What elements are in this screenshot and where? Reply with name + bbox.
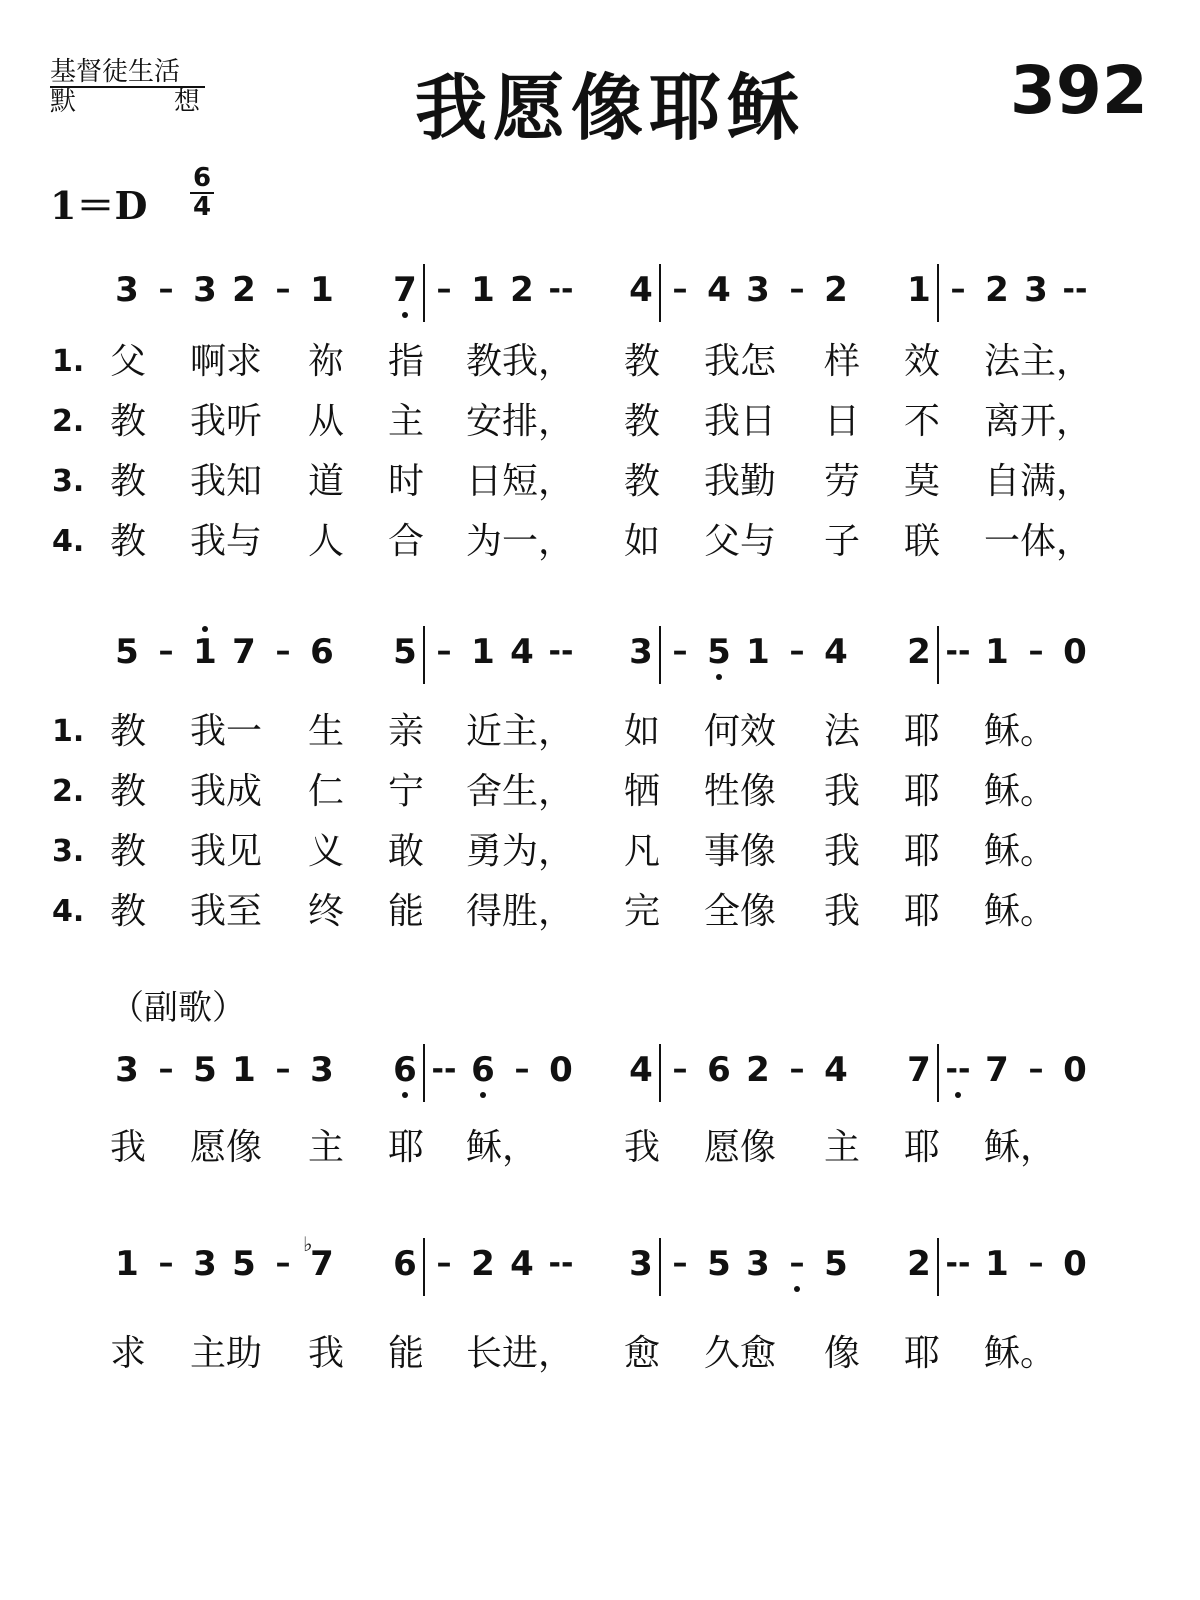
bar-line: [423, 626, 425, 684]
note: 1: [310, 270, 334, 310]
note: 3: [193, 1244, 217, 1284]
lyrics-line: [52, 458, 1152, 512]
lyrics-line: [52, 518, 1152, 572]
duration-dash: –: [436, 634, 452, 669]
note: 4: [629, 1050, 653, 1090]
note: 1: [115, 1244, 139, 1284]
lyric-syllable: 人: [308, 521, 345, 562]
note: 2: [907, 632, 931, 672]
note: 5: [393, 632, 417, 672]
subcategory-char-1: 默: [50, 87, 77, 117]
lower-octave-dot: [402, 1092, 408, 1098]
flat-sign: ♭: [303, 1232, 313, 1256]
lyrics-line: [52, 768, 1152, 822]
lyric-syllable: 祢: [308, 341, 345, 382]
lyric-syllable: 如: [624, 711, 661, 752]
chorus-label: （副歌）: [110, 988, 246, 1028]
lyric-syllable: 我: [824, 831, 861, 872]
category-label: 基督徒生活: [50, 58, 205, 88]
key-signature: 1＝D: [50, 183, 148, 228]
duration-dash: –: [275, 634, 291, 669]
note: 4: [824, 632, 848, 672]
note: 1: [471, 632, 495, 672]
upper-octave-dot: [202, 626, 208, 632]
lyric-syllable: 教: [624, 341, 661, 382]
bar-line: [423, 1238, 425, 1296]
note: 4: [510, 1244, 534, 1284]
lyric-syllable: 安排，: [466, 401, 575, 442]
note: 3: [1024, 270, 1048, 310]
hymn-category: [50, 58, 205, 116]
duration-dash: --: [431, 1052, 457, 1087]
lyric-syllable: 完: [624, 891, 661, 932]
note: 4: [629, 270, 653, 310]
note: 2: [985, 270, 1009, 310]
duration-dash: –: [436, 272, 452, 307]
note: 7: [907, 1050, 931, 1090]
note: 5: [232, 1244, 256, 1284]
bar-line: [937, 626, 939, 684]
hymn-title: 我愿像耶稣: [414, 65, 805, 150]
note: 6: [393, 1050, 417, 1090]
lyric-syllable: 长进，: [466, 1333, 575, 1374]
lyrics-line: [52, 1124, 1152, 1178]
lyrics-line: [52, 828, 1152, 882]
lyric-syllable: 自满，: [984, 461, 1093, 502]
lyric-syllable: 能: [388, 1333, 425, 1374]
lyric-syllable: 合: [388, 521, 425, 562]
duration-dash: –: [672, 1246, 688, 1281]
note: 4: [824, 1050, 848, 1090]
lyric-syllable: 我至: [190, 891, 263, 932]
lyric-syllable: 主: [308, 1127, 345, 1168]
lyric-syllable: 耶: [904, 1127, 941, 1168]
duration-dash: –: [1028, 1246, 1044, 1281]
note: 3: [115, 1050, 139, 1090]
verse-number: 1.: [52, 714, 85, 749]
verse-number: 4.: [52, 524, 85, 559]
time-signature-top: 6: [190, 165, 214, 194]
lyric-syllable: 离开，: [984, 401, 1093, 442]
note: 0: [549, 1050, 573, 1090]
lyrics-line: [52, 708, 1152, 762]
note: 5: [115, 632, 139, 672]
lyric-syllable: 愈: [624, 1333, 661, 1374]
lyric-syllable: 牲像: [704, 771, 777, 812]
verse-number: 4.: [52, 894, 85, 929]
lyric-syllable: 宁: [388, 771, 425, 812]
duration-dash: –: [275, 1246, 291, 1281]
lyric-syllable: 日: [824, 401, 861, 442]
lyric-syllable: 指: [388, 341, 425, 382]
verse-number: 1.: [52, 344, 85, 379]
bar-line: [659, 264, 661, 322]
lower-octave-dot: [716, 674, 722, 680]
note: 0: [1063, 1050, 1087, 1090]
note: 2: [824, 270, 848, 310]
lyric-syllable: 稣。: [984, 1333, 1057, 1374]
bar-line: [423, 264, 425, 322]
lyric-syllable: 样: [824, 341, 861, 382]
note: 3: [629, 632, 653, 672]
lyric-syllable: 稣。: [984, 711, 1057, 752]
lyric-syllable: 我勤: [704, 461, 777, 502]
lyric-syllable: 义: [308, 831, 345, 872]
lyric-syllable: 我: [308, 1333, 345, 1374]
lyric-syllable: 稣。: [984, 891, 1057, 932]
lyric-syllable: 我: [110, 1127, 147, 1168]
lyric-syllable: 一体，: [984, 521, 1093, 562]
lower-octave-dot: [955, 1092, 961, 1098]
duration-dash: --: [945, 634, 971, 669]
lyric-syllable: 我一: [190, 711, 263, 752]
bar-line: [659, 1044, 661, 1102]
lyric-syllable: 父与: [704, 521, 777, 562]
note: 5: [707, 1244, 731, 1284]
lyric-syllable: 教: [624, 461, 661, 502]
lyric-syllable: 道: [308, 461, 345, 502]
lyric-syllable: 时: [388, 461, 425, 502]
lyric-syllable: 从: [308, 401, 345, 442]
duration-dash: –: [789, 1052, 805, 1087]
lyric-syllable: 敢: [388, 831, 425, 872]
duration-dash: –: [1028, 634, 1044, 669]
note: 2: [471, 1244, 495, 1284]
lower-octave-dot: [480, 1092, 486, 1098]
lyric-syllable: 我怎: [704, 341, 777, 382]
note: 1: [907, 270, 931, 310]
lyric-syllable: 教: [110, 891, 147, 932]
note: 5: [193, 1050, 217, 1090]
verse-number: 2.: [52, 404, 85, 439]
verse-number: 3.: [52, 464, 85, 499]
lyrics-line: [52, 1330, 1152, 1384]
duration-dash: –: [672, 1052, 688, 1087]
subcategory-label: [50, 88, 200, 116]
lyric-syllable: 教: [110, 771, 147, 812]
lyric-syllable: 父: [110, 341, 147, 382]
lyric-syllable: 稣。: [984, 771, 1057, 812]
note: 1: [985, 1244, 1009, 1284]
note: 5: [707, 632, 731, 672]
note: 6: [707, 1050, 731, 1090]
note: 5: [824, 1244, 848, 1284]
duration-dash: --: [548, 634, 574, 669]
lyric-syllable: 教: [624, 401, 661, 442]
duration-dash: –: [275, 1052, 291, 1087]
hymn-number: 392: [1010, 52, 1148, 129]
lyric-syllable: 像: [824, 1333, 861, 1374]
lyric-syllable: 耶: [904, 711, 941, 752]
note: 1: [985, 632, 1009, 672]
note: 3: [193, 270, 217, 310]
lyric-syllable: 主: [388, 401, 425, 442]
lyric-syllable: 求: [110, 1333, 147, 1374]
lyric-syllable: 教: [110, 521, 147, 562]
lyric-syllable: 凡: [624, 831, 661, 872]
lyric-syllable: 耶: [904, 831, 941, 872]
lyric-syllable: 我日: [704, 401, 777, 442]
duration-dash: –: [672, 634, 688, 669]
lower-octave-dot: [794, 1286, 800, 1292]
lyric-syllable: 稣，: [466, 1127, 539, 1168]
lyric-syllable: 久愈: [704, 1333, 777, 1374]
lyric-syllable: 耶: [904, 1333, 941, 1374]
note: 7: [985, 1050, 1009, 1090]
lyric-syllable: 勇为，: [466, 831, 575, 872]
duration-dash: –: [1028, 1052, 1044, 1087]
note: 6: [310, 632, 334, 672]
lyric-syllable: 舍生，: [466, 771, 575, 812]
lower-octave-dot: [402, 312, 408, 318]
lyric-syllable: 耶: [388, 1127, 425, 1168]
note: 4: [707, 270, 731, 310]
lyric-syllable: 日短，: [466, 461, 575, 502]
lyric-syllable: 不: [904, 401, 941, 442]
duration-dash: –: [158, 272, 174, 307]
verse-number: 2.: [52, 774, 85, 809]
subcategory-char-2: 想: [173, 87, 200, 117]
lyric-syllable: 得胜，: [466, 891, 575, 932]
lyric-syllable: 主助: [190, 1333, 263, 1374]
note: 6: [393, 1244, 417, 1284]
bar-line: [937, 1238, 939, 1296]
lyric-syllable: 亲: [388, 711, 425, 752]
lyrics-line: [52, 888, 1152, 942]
lyric-syllable: 牺: [624, 771, 661, 812]
duration-dash: --: [945, 1052, 971, 1087]
notation-row: [110, 1050, 1160, 1110]
lyric-syllable: 愿像: [190, 1127, 263, 1168]
lyric-syllable: 子: [824, 521, 861, 562]
lyric-syllable: 我: [824, 891, 861, 932]
notation-row: [110, 632, 1160, 692]
lyric-syllable: 为一，: [466, 521, 575, 562]
note: 7: [232, 632, 256, 672]
note: 0: [1063, 1244, 1087, 1284]
bar-line: [659, 626, 661, 684]
note: 2: [907, 1244, 931, 1284]
verse-number: 3.: [52, 834, 85, 869]
bar-line: [423, 1044, 425, 1102]
duration-dash: –: [789, 634, 805, 669]
lyric-syllable: 全像: [704, 891, 777, 932]
lyric-syllable: 稣。: [984, 831, 1057, 872]
lyric-syllable: 教: [110, 831, 147, 872]
duration-dash: –: [275, 272, 291, 307]
duration-dash: –: [158, 634, 174, 669]
note: 6: [471, 1050, 495, 1090]
time-signature-bottom: 4: [192, 192, 212, 222]
lyric-syllable: 终: [308, 891, 345, 932]
notation-row: [110, 1232, 1160, 1304]
duration-dash: –: [514, 1052, 530, 1087]
note: 3: [115, 270, 139, 310]
lyric-syllable: 近主，: [466, 711, 575, 752]
lyric-syllable: 我成: [190, 771, 263, 812]
lyric-syllable: 我: [624, 1127, 661, 1168]
lyric-syllable: 我与: [190, 521, 263, 562]
lyric-syllable: 我听: [190, 401, 263, 442]
duration-dash: --: [548, 272, 574, 307]
note: 3: [746, 1244, 770, 1284]
lyric-syllable: 事像: [704, 831, 777, 872]
note: 7: [310, 1244, 334, 1284]
lyric-syllable: 法主，: [984, 341, 1093, 382]
lyric-syllable: 教我，: [466, 341, 575, 382]
bar-line: [937, 264, 939, 322]
lyric-syllable: 我知: [190, 461, 263, 502]
duration-dash: –: [789, 272, 805, 307]
lyric-syllable: 能: [388, 891, 425, 932]
note: 7: [393, 270, 417, 310]
lyric-syllable: 莫: [904, 461, 941, 502]
lyric-syllable: 耶: [904, 771, 941, 812]
duration-dash: –: [158, 1246, 174, 1281]
lyric-syllable: 教: [110, 711, 147, 752]
lyric-syllable: 效: [904, 341, 941, 382]
lyric-syllable: 何效: [704, 711, 777, 752]
note: 1: [232, 1050, 256, 1090]
bar-line: [659, 1238, 661, 1296]
note: 2: [232, 270, 256, 310]
lyric-syllable: 如: [624, 521, 661, 562]
note: 1: [471, 270, 495, 310]
lyric-syllable: 劳: [824, 461, 861, 502]
lyric-syllable: 啊求: [190, 341, 263, 382]
note: 2: [746, 1050, 770, 1090]
lyric-syllable: 我: [824, 771, 861, 812]
duration-dash: –: [789, 1246, 805, 1281]
lyric-syllable: 仁: [308, 771, 345, 812]
lyric-syllable: 我见: [190, 831, 263, 872]
lyrics-line: [52, 338, 1152, 392]
time-signature: [190, 165, 214, 221]
lyric-syllable: 联: [904, 521, 941, 562]
lyric-syllable: 生: [308, 711, 345, 752]
lyric-syllable: 耶: [904, 891, 941, 932]
lyric-syllable: 稣，: [984, 1127, 1057, 1168]
note: 1: [193, 632, 217, 672]
duration-dash: –: [950, 272, 966, 307]
duration-dash: --: [945, 1246, 971, 1281]
note: 3: [746, 270, 770, 310]
note: 3: [629, 1244, 653, 1284]
lyrics-line: [52, 398, 1152, 452]
note: 3: [310, 1050, 334, 1090]
duration-dash: –: [158, 1052, 174, 1087]
note: 0: [1063, 632, 1087, 672]
lyric-syllable: 教: [110, 461, 147, 502]
note: 4: [510, 632, 534, 672]
bar-line: [937, 1044, 939, 1102]
lyric-syllable: 法: [824, 711, 861, 752]
note: 2: [510, 270, 534, 310]
duration-dash: --: [1062, 272, 1088, 307]
lyric-syllable: 教: [110, 401, 147, 442]
note: 1: [746, 632, 770, 672]
duration-dash: --: [548, 1246, 574, 1281]
duration-dash: –: [672, 272, 688, 307]
lyric-syllable: 主: [824, 1127, 861, 1168]
notation-row: [110, 270, 1160, 330]
lyric-syllable: 愿像: [704, 1127, 777, 1168]
duration-dash: –: [436, 1246, 452, 1281]
